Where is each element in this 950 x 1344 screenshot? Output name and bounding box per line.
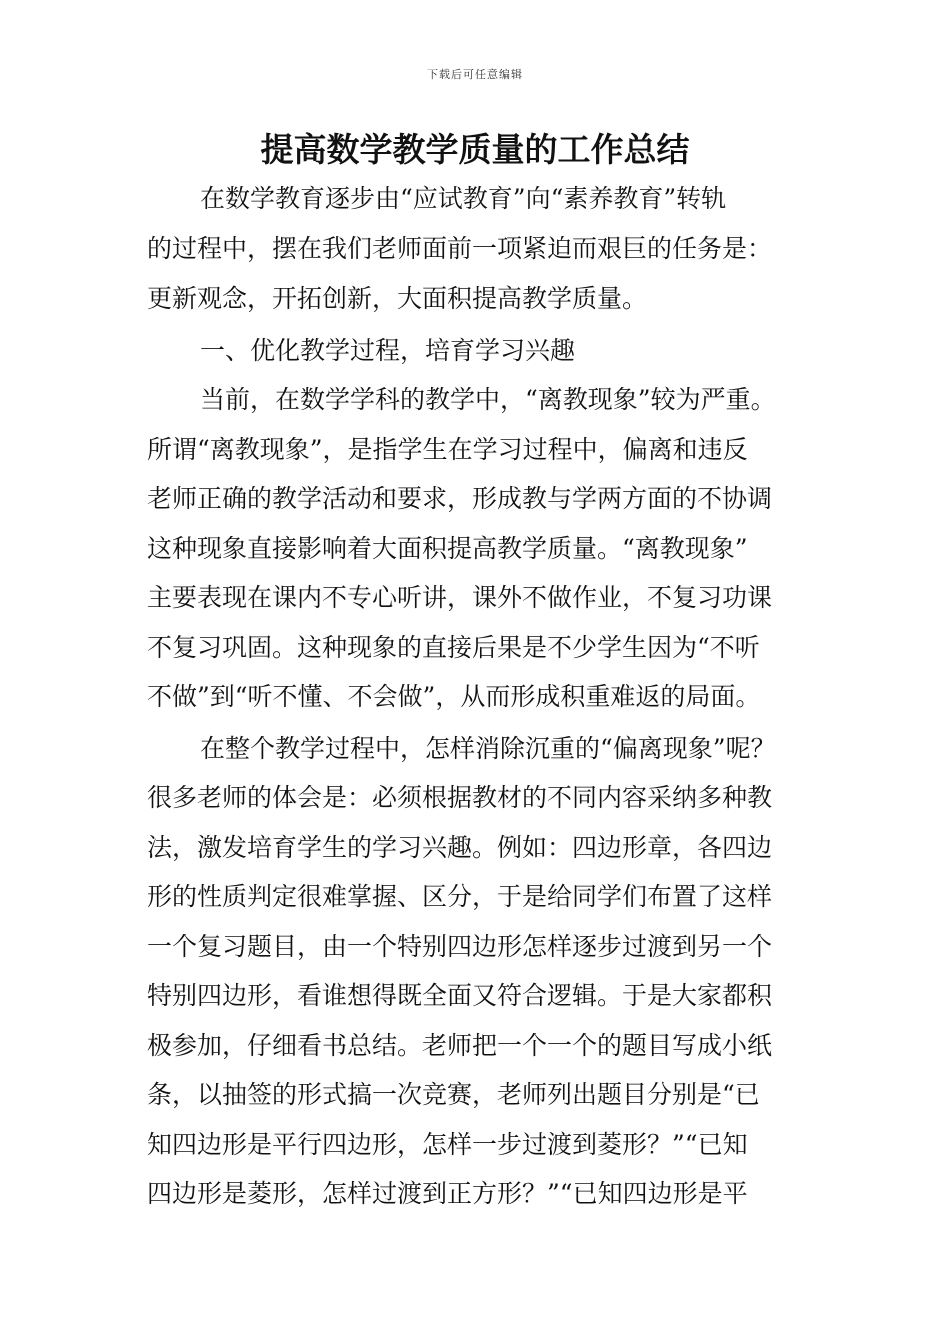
paragraph-line: 老师正确的教学活动和要求，形成教与学两方面的不协调 <box>147 484 773 513</box>
paragraph-line: 当前，在数学学科的教学中，“离教现象”较为严重。 <box>200 385 776 414</box>
paragraph-line: 的过程中，摆在我们老师面前一项紧迫而艰巨的任务是： <box>147 234 773 263</box>
paragraph-line: 条，以抽签的形式搞一次竞赛，老师列出题目分别是“已 <box>147 1080 760 1109</box>
document-title: 提高数学教学质量的工作总结 <box>260 130 690 169</box>
paragraph-line: 特别四边形，看谁想得既全面又符合逻辑。于是大家都积 <box>147 981 773 1010</box>
paragraph-line: 形的性质判定很难掌握、区分，于是给同学们布置了这样 <box>147 882 773 911</box>
paragraph-line: 知四边形是平行四边形，怎样一步过渡到菱形？”“已知 <box>147 1130 748 1159</box>
paragraph-line: 极参加，仔细看书总结。老师把一个一个的题目写成小纸 <box>147 1031 773 1060</box>
paragraph-line: 四边形是菱形，怎样过渡到正方形？”“已知四边形是平 <box>147 1179 748 1208</box>
paragraph-line: 很多老师的体会是：必须根据教材的不同内容采纳多种教 <box>147 783 773 812</box>
paragraph-line: 不复习巩固。这种现象的直接后果是不少学生因为“不听 <box>147 633 760 662</box>
paragraph-line: 在数学教育逐步由“应试教育”向“素养教育”转轨 <box>200 184 727 213</box>
paragraph-line: 不做”到“听不懂、不会做”，从而形成积重难返的局面。 <box>147 682 761 711</box>
paragraph-line: 在整个教学过程中，怎样消除沉重的“偏离现象”呢？ <box>200 734 776 763</box>
paragraph-line: 一个复习题目，由一个特别四边形怎样逐步过渡到另一个 <box>147 932 773 961</box>
header-note: 下载后可任意编辑 <box>427 68 523 81</box>
paragraph-line: 更新观念，开拓创新，大面积提高教学质量。 <box>147 284 648 313</box>
paragraph-line: 所谓“离教现象”，是指学生在学习过程中，偏离和违反 <box>147 435 748 464</box>
paragraph-line: 主要表现在课内不专心听讲，课外不做作业，不复习功课 <box>147 583 773 612</box>
section-heading: 一、优化教学过程，培育学习兴趣 <box>200 336 576 365</box>
paragraph-line: 这种现象直接影响着大面积提高教学质量。“离教现象” <box>147 534 748 563</box>
paragraph-line: 法，激发培育学生的学习兴趣。例如：四边形章，各四边 <box>147 833 773 862</box>
